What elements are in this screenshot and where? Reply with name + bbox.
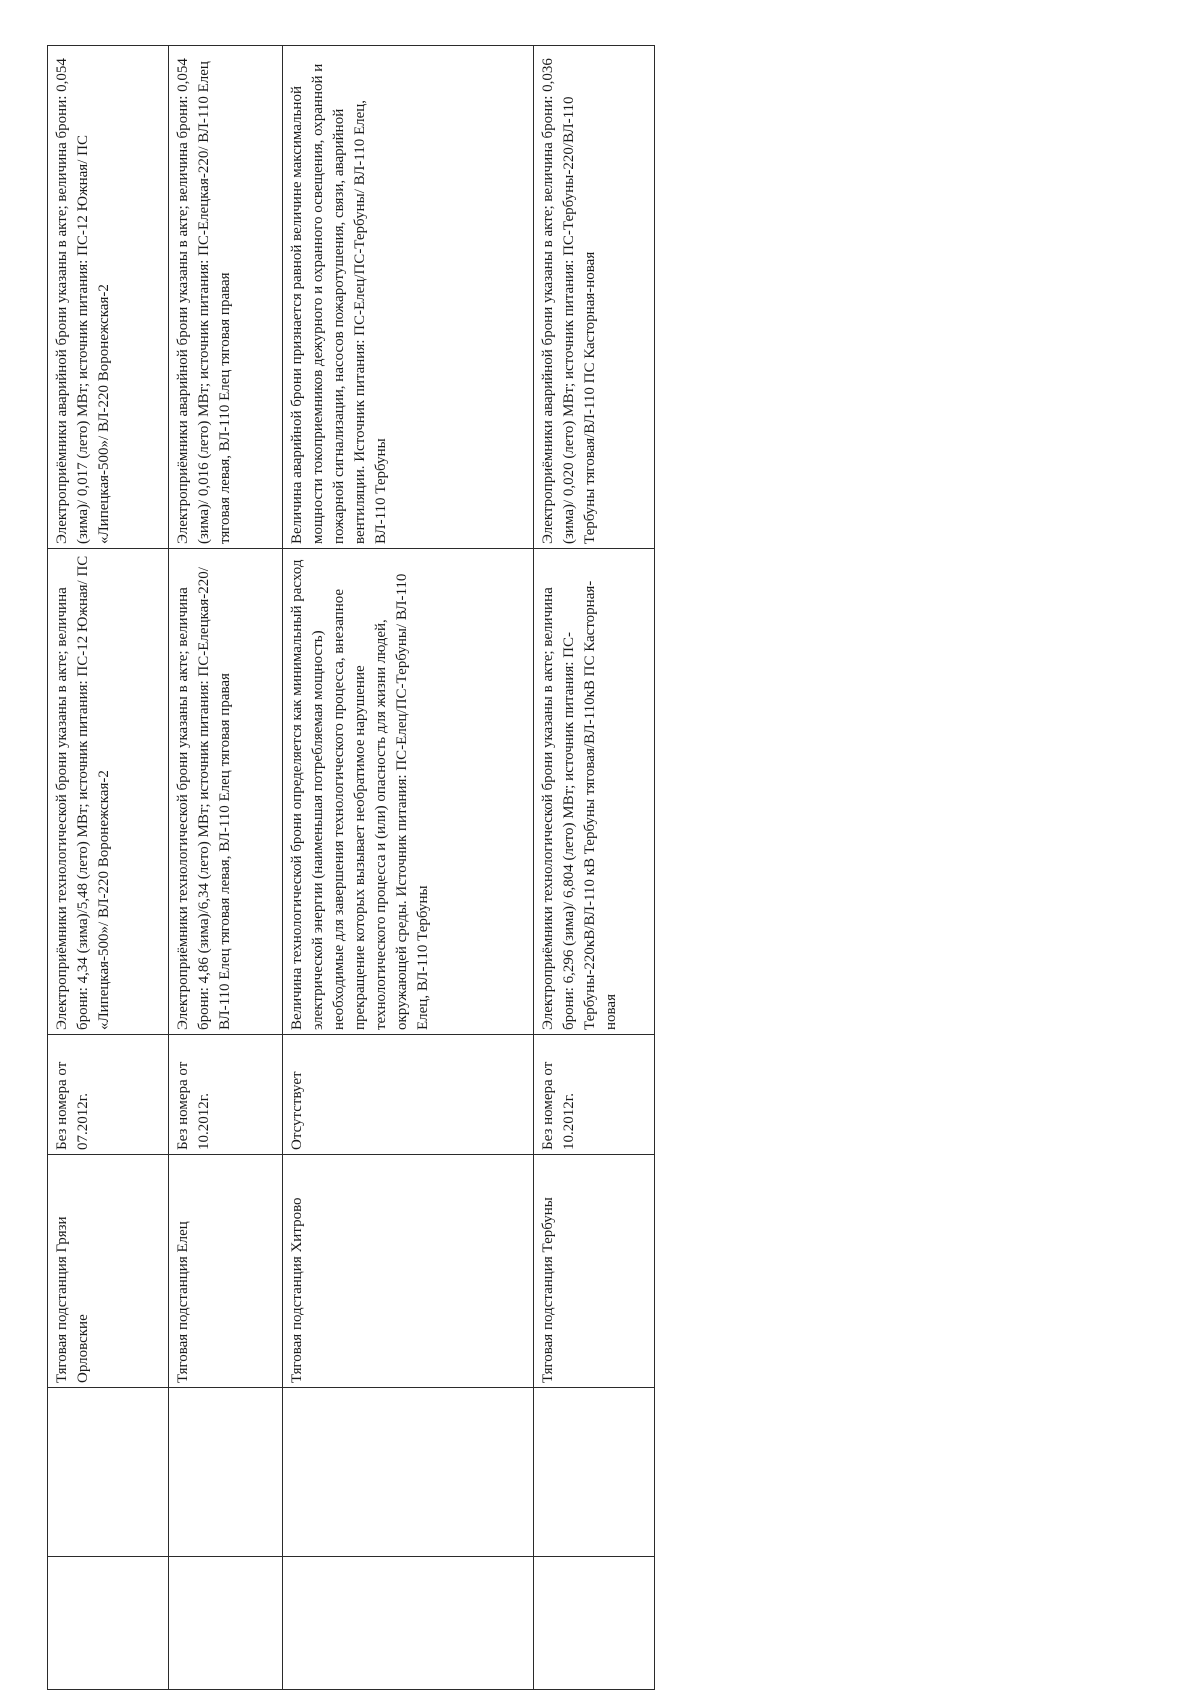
cell-emergency-reserve: Электроприёмники аварийной брони указаны в акте; величина брони: 0,036 (зима)/ 0,020 (лето) МВт; источник питания: ПС-Тербуны-220/ВЛ-110 Тербуны тяговая/ВЛ-110 ПС Касторная-новая: [534, 46, 655, 549]
cell-col2: [169, 1388, 283, 1557]
table-row: [534, 46, 655, 1690]
cell-col1: [283, 1557, 534, 1690]
cell-col1: [534, 1557, 655, 1690]
cell-emergency-reserve: Электроприёмники аварийной брони указаны в акте; величина брони: 0,054 (зима)/ 0,016 (лето) МВт; источник питания: ПС-Елецкая-220/ ВЛ-110 Елец тяговая левая, ВЛ-110 Елец тяговая правая: [169, 46, 283, 549]
table-row: [283, 46, 534, 1690]
cell-col2: [48, 1388, 169, 1557]
cell-technological-reserve: Электроприёмники технологической брони указаны в акте; величина брони: 4,86 (зима)/6,34 (лето) МВт; источник питания: ПС-Елецкая-220/ ВЛ-110 Елец тяговая левая, ВЛ-110 Елец тяговая правая: [169, 549, 283, 1035]
table-row: [169, 46, 283, 1690]
reservation-table: [47, 45, 655, 1690]
cell-act: Отсутствует: [283, 1035, 534, 1155]
cell-substation-name: Тяговая подстанция Елец: [169, 1155, 283, 1388]
cell-col1: [48, 1557, 169, 1690]
table-row: [48, 46, 169, 1690]
cell-substation-name: Тяговая подстанция Грязи Орловские: [48, 1155, 169, 1388]
cell-act: Без номера от 10.2012г.: [169, 1035, 283, 1155]
cell-col2: [283, 1388, 534, 1557]
cell-technological-reserve: Электроприёмники технологической брони указаны в акте; величина брони: 4,34 (зима)/5,48 (лето) МВт; источник питания: ПС-12 Южная/ ПС «Липецкая-500»/ ВЛ-220 Воронежская-2: [48, 549, 169, 1035]
cell-emergency-reserve: Электроприёмники аварийной брони указаны в акте; величина брони: 0,054 (зима)/ 0,017 (лето) МВт; источник питания: ПС-12 Южная/ ПС «Липецкая-500»/ ВЛ-220 Воронежская-2: [48, 46, 169, 549]
cell-col1: [169, 1557, 283, 1690]
rotated-table-container: [47, 46, 654, 1690]
cell-substation-name: Тяговая подстанция Хитрово: [283, 1155, 534, 1388]
cell-substation-name: Тяговая подстанция Тербуны: [534, 1155, 655, 1388]
cell-act: Без номера от 07.2012г.: [48, 1035, 169, 1155]
cell-col2: [534, 1388, 655, 1557]
cell-act: Без номера от 10.2012г.: [534, 1035, 655, 1155]
cell-emergency-reserve: Величина аварийной брони признается равной величине максимальной мощности токоприемников дежурного и охранного освещения, охранной и пожарной сигнализации, насосов пожаротушения, связи, аварийной вентиляции. Источник питания: ПС-Елец/ПС-Тербуны/ ВЛ-110 Елец, ВЛ-110 Тербуны: [283, 46, 534, 549]
cell-technological-reserve: Электроприёмники технологической брони указаны в акте; величина брони: 6,296 (зима)/ 6,804 (лето) МВт; источник питания: ПС-Тербуны-220кВ/ВЛ-110 кВ Тербуны тяговая/ВЛ-110кВ ПС Касторная-новая: [534, 549, 655, 1035]
cell-technological-reserve: Величина технологической брони определяется как минимальный расход электрической энергии (наименьшая потребляемая мощность) необходимые для завершения технологического процесса, внезапное прекращение которых вызывает необратимое нарушение технологического процесса и (или) опасность для жизни людей, окружающей среды. Источник питания: ПС-Елец/ПС-Тербуны/ ВЛ-110 Елец, ВЛ-110 Тербуны: [283, 549, 534, 1035]
